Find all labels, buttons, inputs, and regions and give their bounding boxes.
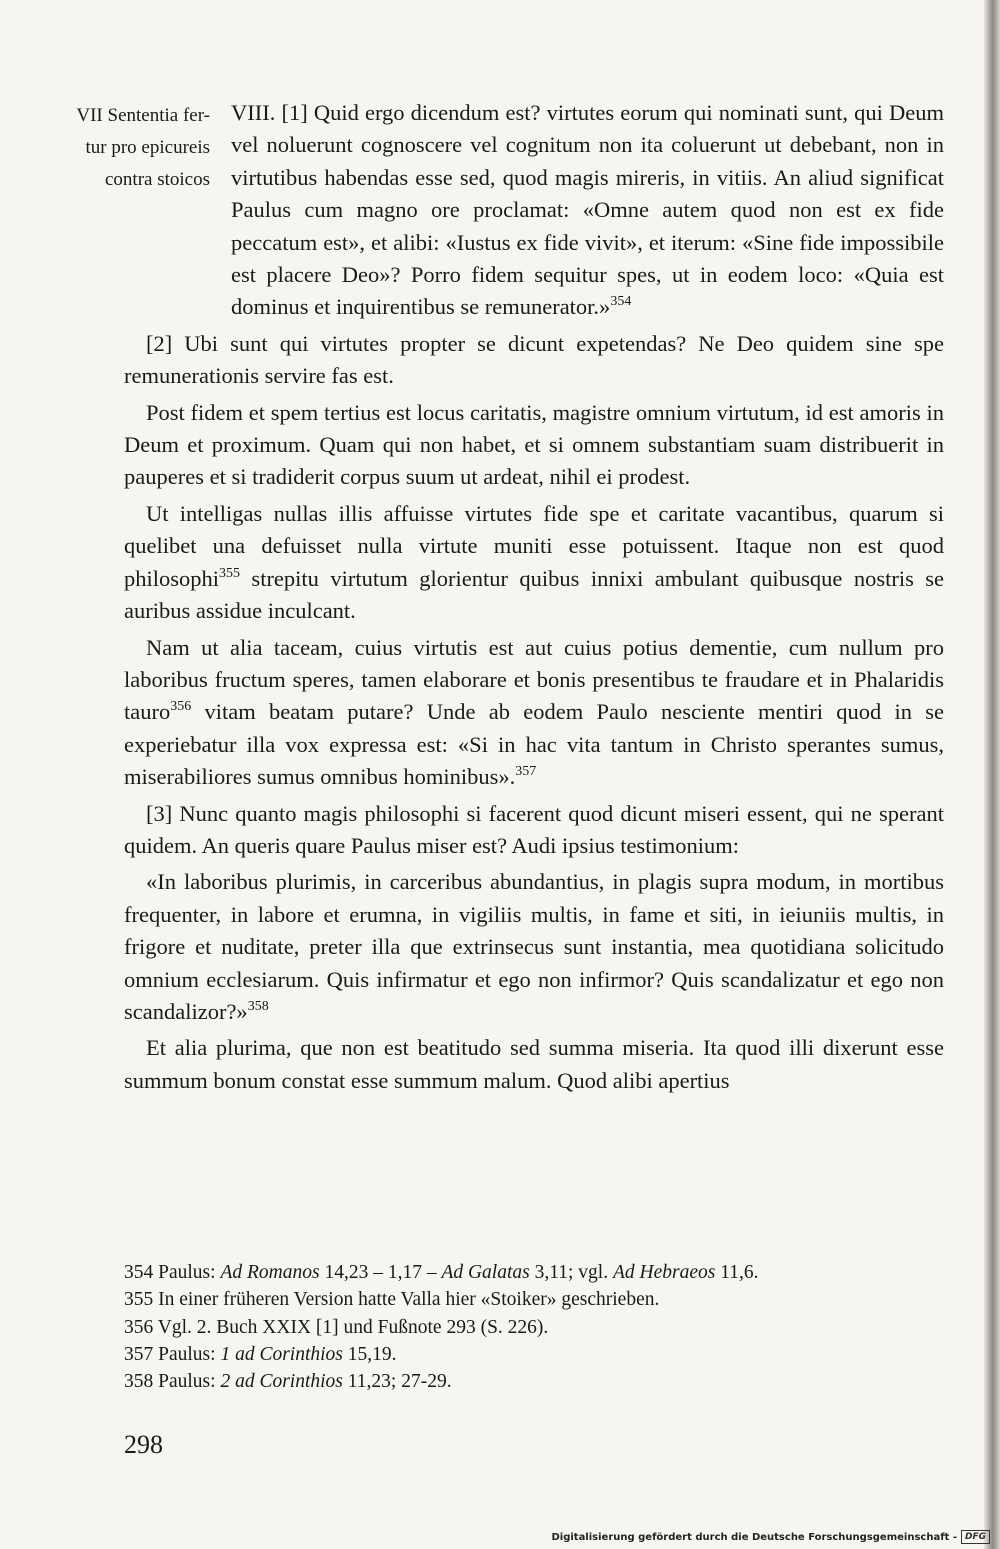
footnote-ref[interactable]: 358 xyxy=(247,998,269,1014)
margin-note-line: VII Sententia fer- xyxy=(76,105,210,126)
quotation: «In laboribus plurimis, in carceribus abundantius, in plagis supra modum, in mortibus frequenter, in labore et erumna, in vigiliis multis, in fame et siti, in ieiuniis multis, in frigore et nuditate, preter illa que extrinsecus sunt instantia, mea quotidiana solicitudo omnium ecclesiarum. Quis infirmatur et ego non infirmor? Quis scandalizatur et ego non scandalizor?»$^{358}$ xyxy=(124,869,944,1024)
paragraph: [2] Ubi sunt qui virtutes propter se dicunt expetendas? Ne Deo quidem sine spe remunerationis servire fas est. xyxy=(124,330,944,389)
paragraph: Et alia plurima, que non est beatitudo sed summa miseria. Ita quod illi dixerunt esse summum bonum constat esse summum malum. Quod alibi apertius xyxy=(124,1035,944,1093)
page-number: 298 xyxy=(124,1430,163,1459)
credit-text: Digitalisierung gefördert durch die Deutsche Forschungsgemeinschaft - xyxy=(551,1531,957,1543)
footnote: 357 Paulus: 1 ad Corinthios 15,19. xyxy=(124,1343,397,1365)
dfg-logo-icon: DFG xyxy=(961,1530,990,1544)
footnote: 355 In einer früheren Version hatte Valla hier «Stoiker» geschrieben. xyxy=(124,1289,660,1311)
footnote: 356 Vgl. 2. Buch XXIX [1] und Fußnote 293 (S. 226). xyxy=(124,1316,549,1338)
footnotes xyxy=(124,1259,944,1395)
margin-note-line: contra stoicos xyxy=(104,169,210,190)
footnote-ref[interactable]: 355 xyxy=(219,565,241,581)
margin-note-line: tur pro epicureis xyxy=(85,137,210,158)
footnote-ref[interactable]: 354 xyxy=(610,294,632,310)
footnote-ref[interactable]: 356 xyxy=(170,699,192,715)
paragraph: Post fidem et spem tertius est locus caritatis, magistre omnium virtutum, id est amoris in Deum et proximum. Quam qui non habet, et si omnem substantiam suam distribuerit in pauperes et si tradiderit corpus suum ut ardeat, nihil ei prodest. xyxy=(124,399,944,490)
paragraph: Nam ut alia taceam, cuius virtutis est aut cuius potius dementie, cum nullum pro laboribus fructum speres, tamen elaborare et bonis presentibus te fraudare et in Phalaridis tauro$^{356}$ vitam beatam putare? Unde ab eodem Paulo nesciente mentiri quod in se experiebatur illa vox expressa est: «Si in hac vita tantum in Christo sperantes sumus, miserabiliores sumus omnibus hominibus».$^{357}$ xyxy=(124,634,944,790)
paragraph: VIII. [1] Quid ergo dicendum est? virtutes eorum qui nominati sunt, qui Deum vel noluerunt cognoscere vel cognitum non ita coluerunt ut debebant, non in virtutibus habendas esse sed, quod magis mireris, in vitiis. An aliud significat Paulus cum magno ore proclamat: «Omne autem quod non est ex fide peccatum est», et alibi: «Iustus ex fide vivit», et iterum: «Sine fide impossibile est placere Deo»? Porro fidem sequitur spes, ut in eodem loco: «Quia est dominus et inquirentibus se remunerator.»$^{354}$ xyxy=(231,100,944,320)
footnote: 358 Paulus: 2 ad Corinthios 11,23; 27-29. xyxy=(124,1371,452,1393)
footnote-ref[interactable]: 357 xyxy=(515,764,537,780)
main-text xyxy=(124,97,944,1101)
paragraph: Ut intelligas nullas illis affuisse virtutes fide spe et caritate vacantibus, quarum si quelibet una defuisset nulla virtute muniti esse potuissent. Itaque non est quod philosophi$^{355}$ strepitu virtutum glorientur quibus innixi ambulant quibusque nostris se auribus assidue inculcant. xyxy=(124,500,944,624)
digitization-credit xyxy=(551,1530,990,1544)
page-edge-shadow xyxy=(984,0,1000,1549)
footnote: 354 Paulus: Ad Romanos 14,23 – 1,17 – Ad Galatas 3,11; vgl. Ad Hebraeos 11,6. xyxy=(124,1262,759,1283)
paragraph: [3] Nunc quanto magis philosophi si facerent quod dicunt miseri essent, qui ne sperant quidem. An queris quare Paulus miser est? Audi ipsius testimonium: xyxy=(124,800,944,858)
